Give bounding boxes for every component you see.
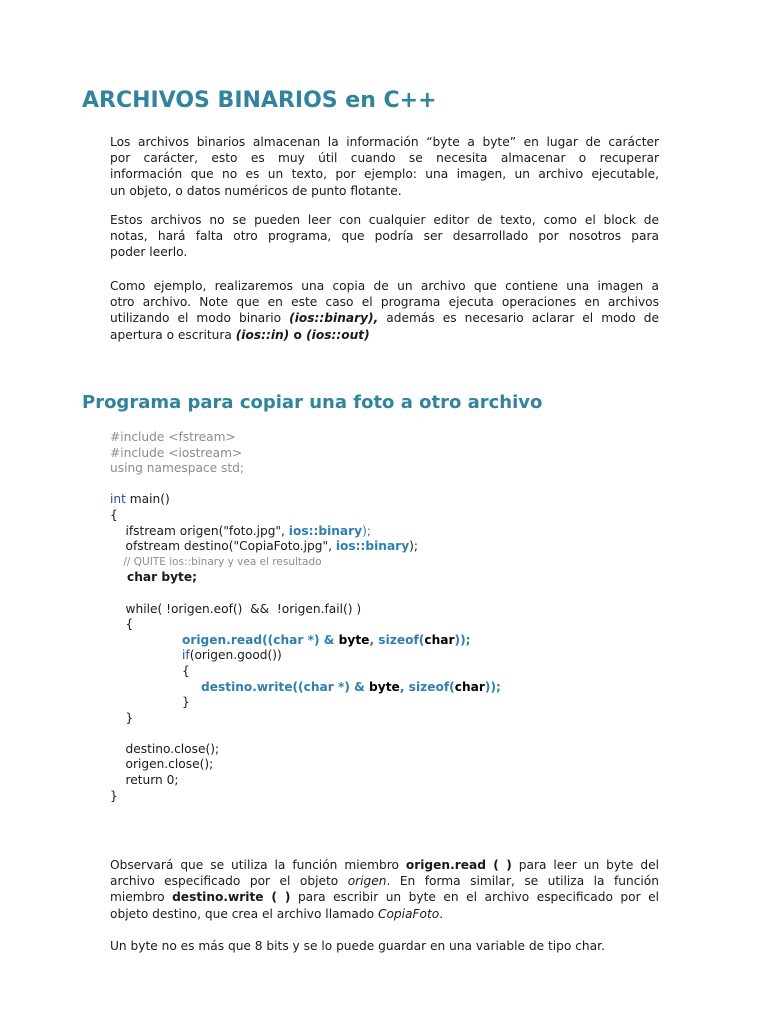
- text-line: por carácter, esto es muy útil cuando se necesita almacenar o recuperar: [110, 151, 659, 166]
- code-text: );: [409, 539, 419, 554]
- text-run: archivo especificado por el objeto: [110, 874, 348, 889]
- code-line-write: [110, 680, 670, 696]
- code-text: ofstream destino("CopiaFoto.jpg",: [110, 539, 336, 554]
- code-line-using: using namespace std;: [110, 461, 244, 476]
- code-line-read: [110, 633, 670, 649]
- text-run: .: [439, 906, 444, 921]
- code-line-brace: }: [110, 788, 118, 803]
- code-block: [110, 430, 670, 804]
- text-line: notas, hará falta otro programa, que podría ser desarrollado por nosotros para: [110, 229, 659, 244]
- outro-paragraph-1: [110, 857, 659, 922]
- ios-out-mode: (ios::out): [306, 327, 370, 342]
- keyword-if: if: [182, 648, 190, 663]
- document-title: ARCHIVOS BINARIOS en C++: [82, 88, 437, 113]
- text-line: Un byte no es más que 8 bits y se lo puede guardar en una variable de tipo char.: [110, 939, 605, 953]
- code-text: ifstream origen("foto.jpg",: [110, 523, 289, 538]
- code-line-if: [110, 648, 670, 664]
- text-run: para escribir un byte en el archivo especificado por el: [290, 890, 659, 905]
- text-line: [110, 327, 659, 343]
- code-text: char: [424, 632, 455, 647]
- code-highlight: ));: [484, 679, 501, 694]
- code-line-while: while( !origen.eof() && !origen.fail() ): [110, 601, 362, 616]
- origen-read-ref: origen.read ( ): [405, 858, 512, 872]
- text-run: . En forma similar, se utiliza la función: [386, 874, 659, 889]
- ios-in-mode: (ios::in): [235, 327, 290, 342]
- text-line: otro archivo. Note que en este caso el programa ejecuta operaciones en archivos: [110, 295, 659, 310]
- code-line-blank: [110, 586, 670, 602]
- code-line-blank: [110, 726, 670, 742]
- code-text: (origen.good()): [189, 648, 282, 663]
- text-line: Estos archivos no se pueden leer con cualquier editor de texto, como el block de: [110, 213, 659, 227]
- code-line-destino-close: destino.close();: [110, 741, 220, 756]
- code-highlight: ios::binary: [335, 539, 410, 554]
- text-run: Observará que se utiliza la función miembro: [110, 858, 406, 872]
- intro-paragraph-2: [110, 212, 659, 261]
- code-line-main: [110, 492, 670, 508]
- outro-paragraph-2: [110, 938, 659, 954]
- text-run: miembro: [110, 890, 173, 905]
- code-text: byte: [369, 679, 400, 694]
- code-highlight: , sizeof(: [399, 679, 455, 694]
- code-line-blank: [110, 477, 670, 493]
- destino-write-ref: destino.write ( ): [172, 890, 291, 905]
- text-line: [110, 889, 659, 905]
- code-highlight: ios::binary: [288, 523, 363, 538]
- text-line: información que no es un texto, por ejemplo: una imagen, un archivo ejecutable,: [110, 167, 659, 182]
- code-line-origen-close: origen.close();: [110, 757, 214, 772]
- code-line-brace: }: [110, 710, 134, 725]
- text-line: [110, 310, 659, 326]
- section-heading: Programa para copiar una foto a otro archivo: [82, 392, 543, 413]
- text-line: un objeto, o datos numéricos de punto flotante.: [110, 183, 402, 198]
- text-line: poder leerlo.: [110, 245, 188, 260]
- text-line: [110, 873, 659, 889]
- code-highlight: origen.read((char *) &: [182, 632, 339, 647]
- code-line-include-fstream: #include <fstream>: [110, 430, 236, 444]
- ios-binary-mode: (ios::binary),: [289, 311, 379, 326]
- code-line-brace: {: [110, 507, 118, 522]
- keyword-int: int: [110, 492, 126, 507]
- intro-paragraph-3: [110, 278, 659, 343]
- text-line: Los archivos binarios almacenan la información “byte a byte” en lugar de carácter: [110, 135, 659, 149]
- intro-paragraph-1: [110, 134, 659, 199]
- code-line-ofstream: [110, 539, 670, 555]
- code-line-include-iostream: #include <iostream>: [110, 445, 243, 460]
- text-line: Como ejemplo, realizaremos una copia de un archivo que contiene una imagen a: [110, 279, 659, 293]
- text-line: [110, 906, 659, 922]
- code-line-comment: // QUITE ios::binary y vea el resultado: [110, 555, 322, 568]
- code-text: );: [362, 523, 371, 538]
- code-line-return: return 0;: [110, 773, 179, 788]
- text-run: apertura o escritura: [110, 327, 236, 342]
- code-highlight: destino.write((char *) &: [201, 679, 370, 694]
- text-run: utilizando el modo binario: [110, 311, 290, 326]
- text-run: objeto destino, que crea el archivo llamado: [110, 906, 378, 921]
- text-run: o: [289, 327, 307, 342]
- code-text: byte: [338, 632, 370, 647]
- code-line-ifstream: [110, 524, 670, 540]
- code-line-brace: {: [110, 617, 134, 632]
- code-text: main(): [125, 492, 170, 507]
- text-line: [110, 857, 659, 873]
- code-highlight: ));: [454, 632, 471, 647]
- copiafoto-ref: CopiaFoto: [377, 906, 440, 921]
- text-run: para leer un byte del: [511, 858, 659, 872]
- origen-ref: origen: [347, 874, 387, 889]
- code-line-char-byte: char byte;: [110, 570, 197, 585]
- code-text: char: [454, 679, 485, 694]
- text-run: además es necesario aclarar el modo de: [378, 311, 660, 326]
- code-line-brace: }: [182, 695, 190, 710]
- code-line-brace: {: [182, 663, 190, 678]
- code-highlight: , sizeof(: [369, 632, 425, 647]
